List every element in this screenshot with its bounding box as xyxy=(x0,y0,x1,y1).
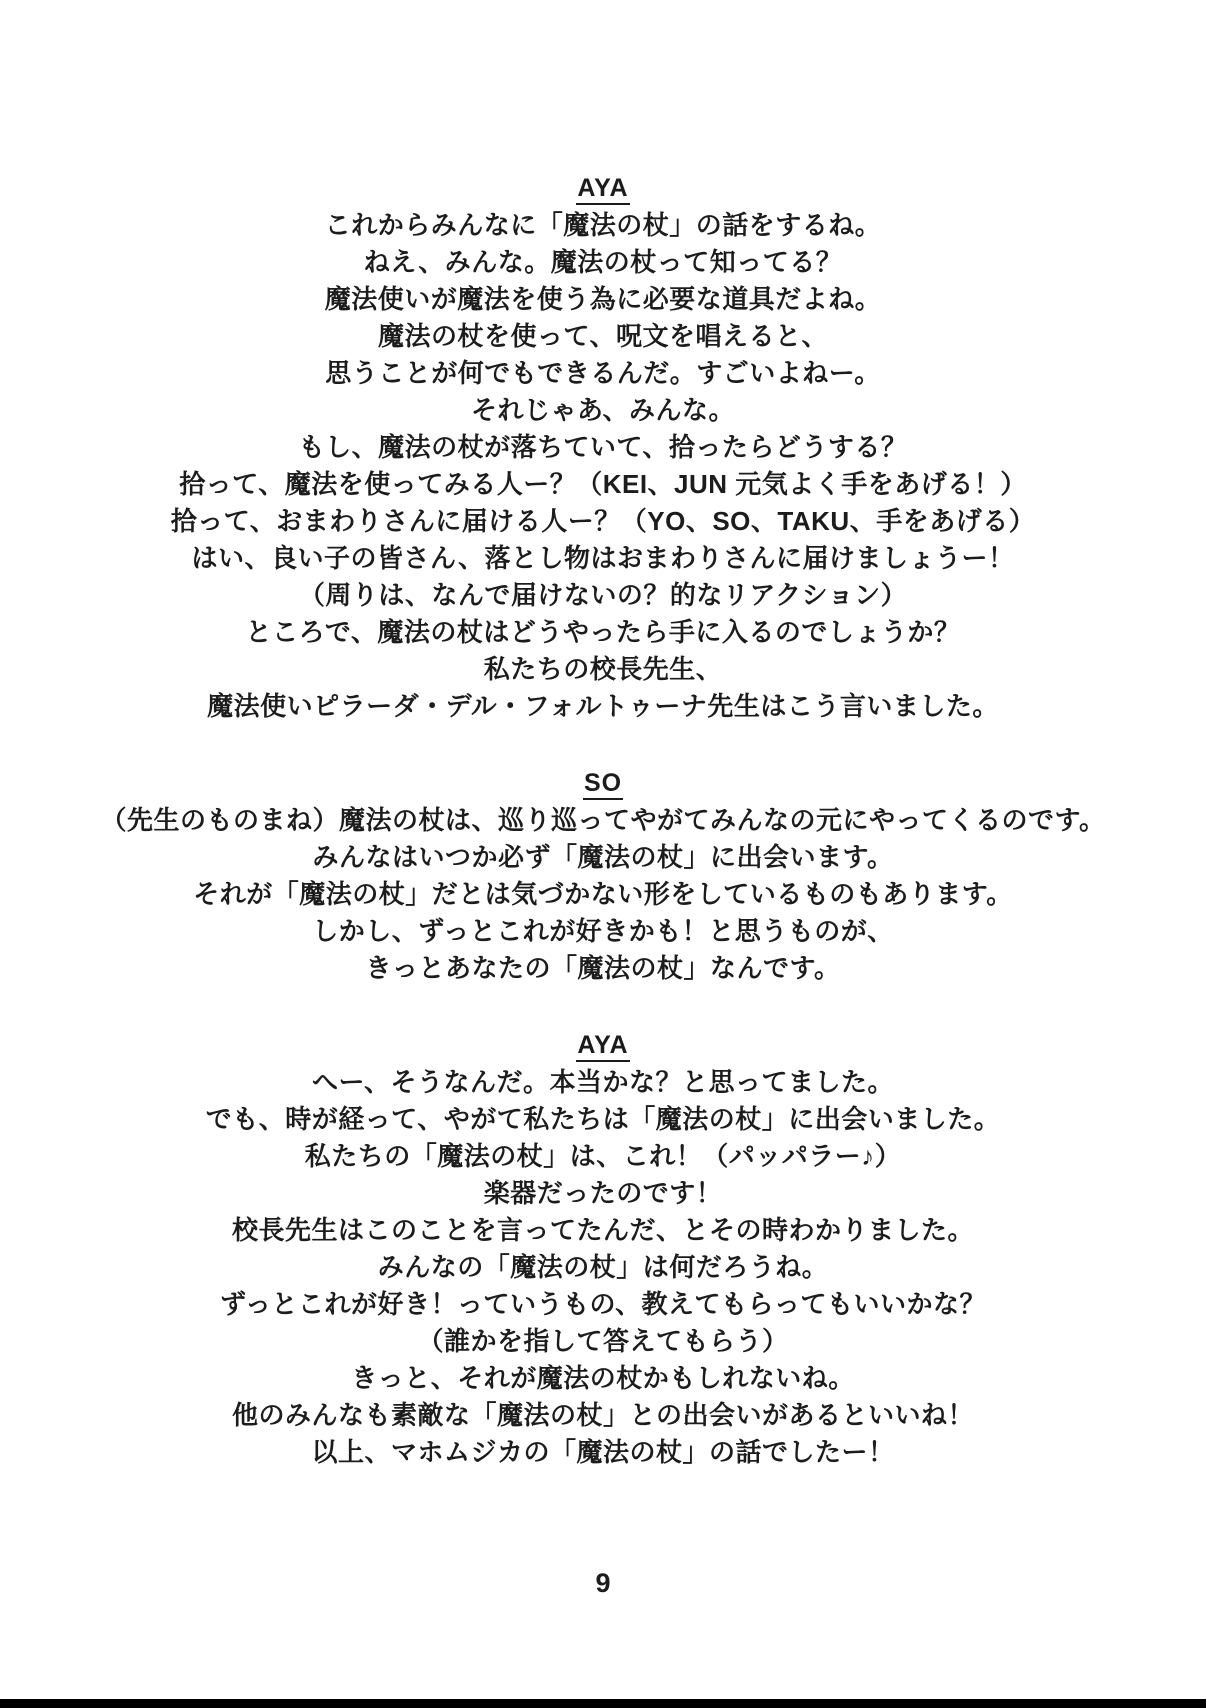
script-line: 拾って、おまわりさんに届ける人ー？（YO、SO、TAKU、手をあげる） xyxy=(170,506,1036,536)
script-line: もし、魔法の杖が落ちていて、拾ったらどうする？ xyxy=(298,432,908,462)
scan-edge-bar xyxy=(0,1699,1206,1708)
dialogue-section xyxy=(0,170,1206,725)
dialogue-section xyxy=(0,1027,1206,1471)
script-line: しかし、ずっとこれが好きかも！と思うものが、 xyxy=(312,916,894,946)
page-number: 9 xyxy=(595,1568,611,1598)
script-line: へー、そうなんだ。本当かな？と思ってました。 xyxy=(312,1067,894,1097)
script-line: 以上、マホムジカの「魔法の杖」の話でしたー！ xyxy=(311,1437,895,1467)
script-line: ところで、魔法の杖はどうやったら手に入るのでしょうか？ xyxy=(245,617,961,647)
script-line: （周りは、なんで届けないの？的なリアクション） xyxy=(298,580,908,610)
script-line: 校長先生はこのことを言ってたんだ、とその時わかりました。 xyxy=(231,1215,974,1245)
script-content xyxy=(0,170,1206,1471)
script-line: 魔法の杖を使って、呪文を唱えると、 xyxy=(378,321,828,351)
script-line: 楽器だったのです！ xyxy=(483,1178,723,1208)
script-line: はい、良い子の皆さん、落とし物はおまわりさんに届けましょうー！ xyxy=(191,543,1015,573)
script-line: きっとあなたの「魔法の杖」なんです。 xyxy=(365,953,841,983)
script-line: これからみんなに「魔法の杖」の話をするね。 xyxy=(324,210,882,240)
script-line: 私たちの「魔法の杖」は、これ！（パッパラー♪） xyxy=(304,1141,902,1171)
script-line: それじゃあ、みんな。 xyxy=(471,395,735,425)
script-line: それが「魔法の杖」だとは気づかない形をしているものもあります。 xyxy=(193,879,1013,909)
script-line: （誰かを指して答えてもらう） xyxy=(417,1326,789,1356)
speaker-name: AYA xyxy=(576,174,629,205)
script-line: 他のみんなも素敵な「魔法の杖」との出会いがあるといいね！ xyxy=(231,1400,974,1430)
script-line: ねえ、みんな。魔法の杖って知ってる？ xyxy=(363,247,843,277)
script-line: 拾って、魔法を使ってみる人ー？（KEI、JUN 元気よく手をあげる！） xyxy=(179,469,1027,499)
script-line: 魔法使いが魔法を使う為に必要な道具だよね。 xyxy=(324,284,882,314)
script-line: 思うことが何でもできるんだ。すごいよねー。 xyxy=(325,358,881,388)
script-line: みんなの「魔法の杖」は何だろうね。 xyxy=(377,1252,829,1282)
dialogue-section xyxy=(0,765,1206,987)
script-line: 魔法使いピラーダ・デル・フォルトゥーナ先生はこう言いました。 xyxy=(207,691,999,721)
speaker-heading xyxy=(0,1027,1206,1064)
script-line: きっと、それが魔法の杖かもしれないね。 xyxy=(351,1363,855,1393)
script-line: （先生のものまね）魔法の杖は、巡り巡ってやがてみんなの元にやってくるのです。 xyxy=(100,805,1106,835)
script-line: みんなはいつか必ず「魔法の杖」に出会います。 xyxy=(312,842,894,872)
speaker-name: AYA xyxy=(576,1031,629,1062)
speaker-heading xyxy=(0,170,1206,207)
script-line: 私たちの校長先生、 xyxy=(483,654,723,684)
script-line: でも、時が経って、やがて私たちは「魔法の杖」に出会いました。 xyxy=(205,1104,1001,1134)
script-line: ずっとこれが好き！っていうもの、教えてもらってもいいかな？ xyxy=(220,1289,986,1319)
speaker-name: SO xyxy=(583,769,623,800)
speaker-heading xyxy=(0,765,1206,802)
